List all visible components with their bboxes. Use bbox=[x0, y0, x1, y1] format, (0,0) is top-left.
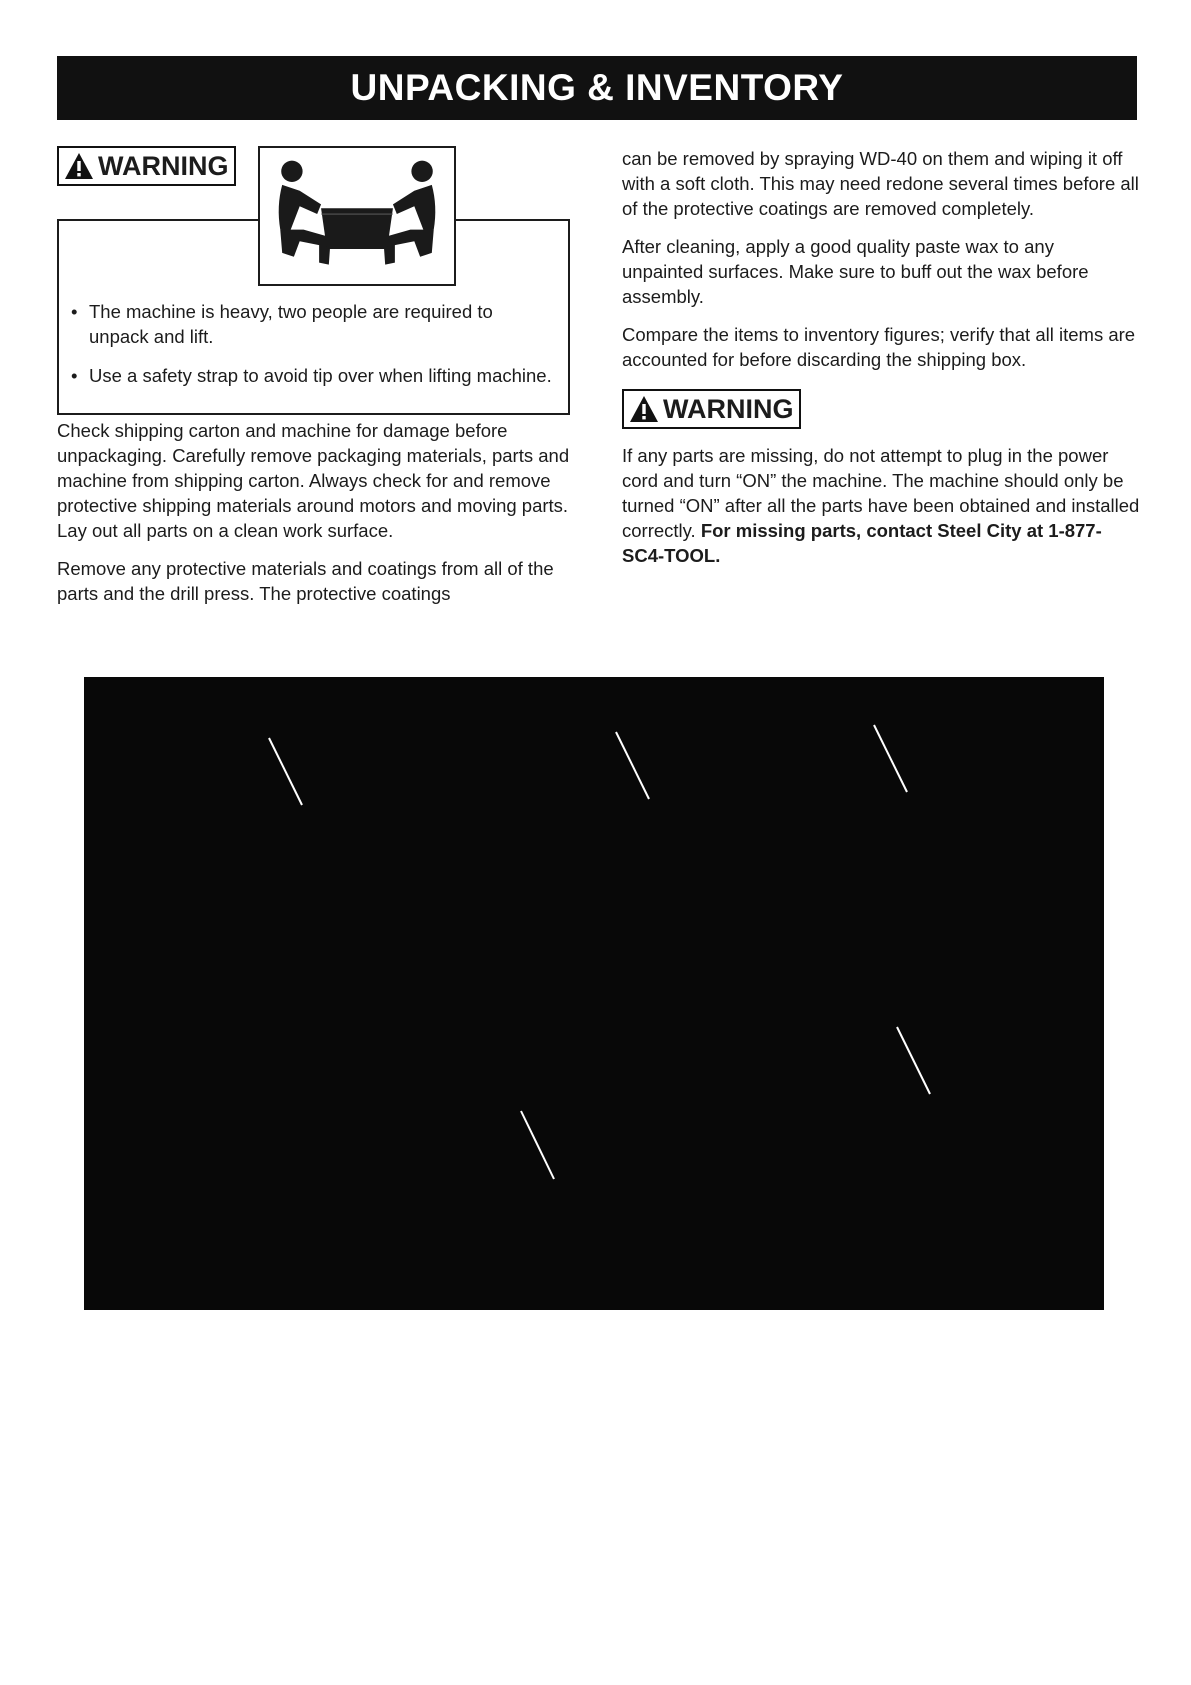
section-title: UNPACKING & INVENTORY bbox=[350, 67, 844, 108]
section-header bbox=[57, 56, 1137, 120]
missing-parts-contact: For missing parts, contact Steel City at 1-877-SC4-TOOL. bbox=[622, 520, 1102, 566]
right-paragraph-2: After cleaning, apply a good quality paste wax to any unpainted surfaces. Make sure to buff out the wax before assembly. bbox=[622, 236, 1089, 307]
missing-parts-text: If any parts are missing, do not attempt to plug in the power cord and turn “ON” the machine. The machine should only be turned “ON” after all the parts have been obtained and installed correctly. bbox=[622, 445, 1140, 541]
left-paragraph-2: Remove any protective materials and coatings from all of the parts and the drill press. The protective coatings bbox=[57, 558, 554, 604]
right-paragraph-1: can be removed by spraying WD-40 on them and wiping it off with a soft cloth. This may need redone several times before all of the protective coatings are removed completely. bbox=[622, 148, 1139, 219]
warning-triangle-icon bbox=[629, 395, 659, 423]
leader-line-3 bbox=[874, 725, 907, 792]
warning-label-2-text: WARNING bbox=[663, 393, 794, 424]
warning-triangle-icon bbox=[64, 152, 94, 180]
right-column bbox=[622, 146, 1140, 581]
warning-callout bbox=[57, 146, 572, 418]
leader-line-1 bbox=[269, 738, 302, 805]
leader-line-5 bbox=[521, 1111, 554, 1179]
warning-bullets bbox=[69, 299, 554, 402]
warning-bullet-2: • Use a safety strap to avoid tip over when lifting machine. bbox=[69, 363, 554, 388]
leader-line-4 bbox=[897, 1027, 930, 1094]
warning-label-2 bbox=[622, 389, 801, 429]
two-person-lift-icon bbox=[258, 146, 456, 286]
inventory-figure-image bbox=[84, 677, 1104, 1310]
warning-label-text: WARNING bbox=[98, 150, 229, 181]
left-column bbox=[57, 146, 572, 619]
right-paragraph-3: Compare the items to inventory figures; verify that all items are accounted for before discarding the shipping box. bbox=[622, 324, 1136, 370]
leader-line-2 bbox=[616, 732, 649, 799]
missing-parts-paragraph bbox=[622, 443, 1140, 568]
left-paragraph-1: Check shipping carton and machine for damage before unpackaging. Carefully remove packaging materials, parts and machine from shipping carton. Always check for and remove protective shipping materials around motors and moving parts. Lay out all parts on a clean work surface. bbox=[57, 420, 570, 541]
inventory-figure bbox=[84, 677, 1104, 1310]
warning-label bbox=[57, 146, 236, 186]
warning-bullet-1: • The machine is heavy, two people are required to unpack and lift. bbox=[69, 299, 554, 349]
